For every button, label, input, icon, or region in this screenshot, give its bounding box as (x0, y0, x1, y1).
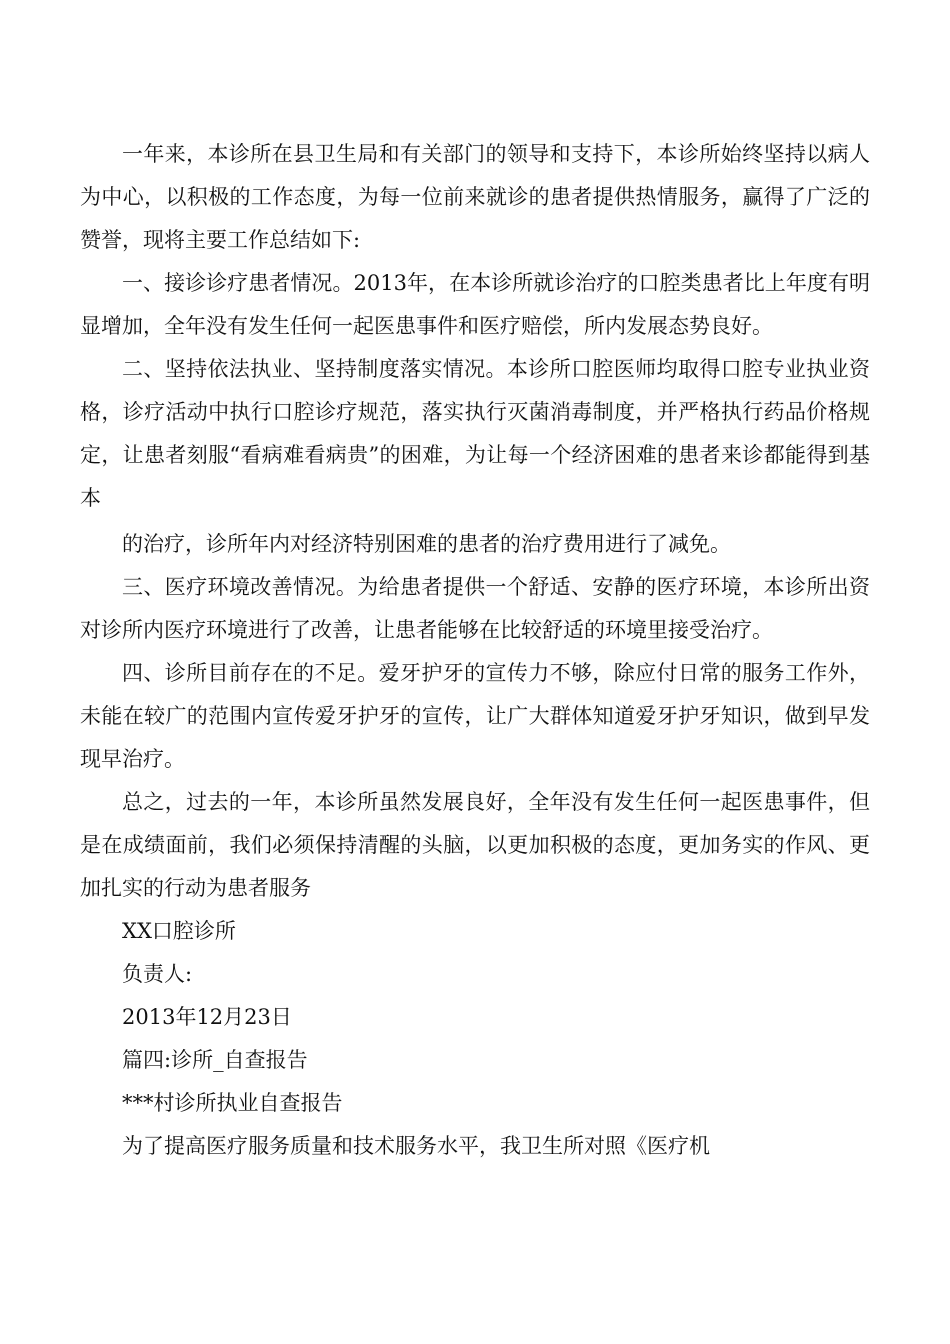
paragraph-section-1: 一、接诊诊疗患者情况。2013年，在本诊所就诊治疗的口腔类患者比上年度有明显增加，全年没有发生任何一起医患事件和医疗赔偿，所内发展态势良好。 (80, 271, 870, 338)
signature-responsible-person: 负责人: (122, 962, 193, 986)
paragraph-section-2: 二、坚持依法执业、坚持制度落实情况。本诊所口腔医师均取得口腔专业执业资格，诊疗活动中执行口腔诊疗规范，落实执行灭菌消毒制度，并严格执行药品价格规定，让患者刻服“看病难看病贵”的困难，为让每一个经济困难的患者来诊都能得到基本 (80, 357, 870, 510)
document-body (80, 133, 870, 1168)
paragraph-section-3: 三、医疗环境改善情况。为给患者提供一个舒适、安静的医疗环境，本诊所出资对诊所内医疗环境进行了改善，让患者能够在比较舒适的环境里接受治疗。 (80, 575, 870, 642)
report-title: ***村诊所执业自查报告 (122, 1091, 343, 1115)
paragraph-report-intro: 为了提高医疗服务质量和技术服务水平，我卫生所对照《医疗机 (122, 1134, 710, 1158)
signature-clinic-name: XX口腔诊所 (122, 919, 236, 943)
paragraph-section-2-continued: 的治疗，诊所年内对经济特别困难的患者的治疗费用进行了减免。 (122, 532, 731, 556)
section-heading-part-four: 篇四:诊所_自查报告 (122, 1048, 308, 1072)
paragraph-summary: 总之，过去的一年，本诊所虽然发展良好，全年没有发生任何一起医患事件，但是在成绩面前，我们必须保持清醒的头脑，以更加积极的态度，更加务实的作风、更加扎实的行动为患者服务 (80, 790, 870, 900)
signature-date: 2013年12月23日 (122, 1005, 292, 1029)
paragraph-section-4: 四、诊所目前存在的不足。爱牙护牙的宣传力不够，除应付日常的服务工作外，未能在较广的范围内宣传爱牙护牙的宣传，让广大群体知道爱牙护牙知识，做到早发现早治疗。 (80, 661, 870, 771)
paragraph-intro: 一年来，本诊所在县卫生局和有关部门的领导和支持下，本诊所始终坚持以病人为中心，以积极的工作态度，为每一位前来就诊的患者提供热情服务，赢得了广泛的赞誉，现将主要工作总结如下: (80, 142, 870, 252)
